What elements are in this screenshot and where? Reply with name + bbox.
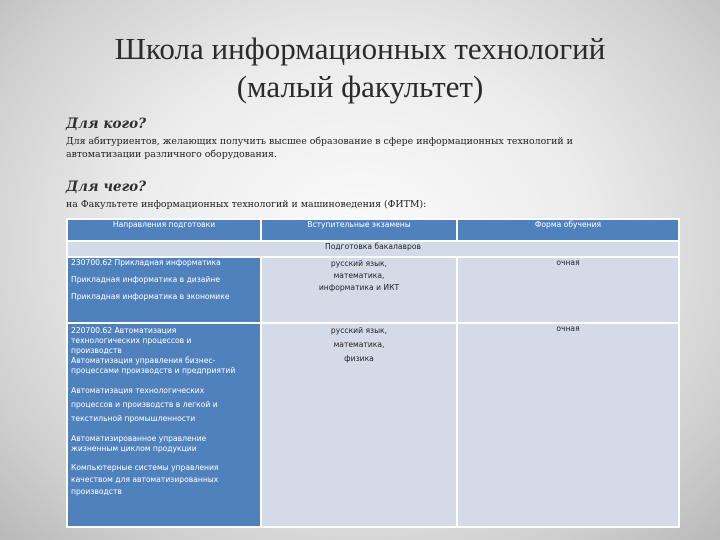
direction-item: Автоматизированное управление [71,434,207,443]
for-whom-text [66,135,666,161]
table-header-row [67,219,679,241]
direction-item: производств [71,487,122,496]
table-row [67,323,679,527]
direction-item: Компьютерные системы управления [71,463,219,472]
direction-code: 220700.62 Автоматизация [71,326,177,335]
exam-item: русский язык, [330,259,388,268]
for-whom-line-1: Для абитуриентов, желающих получить высшее образование в сфере информационных технологий и [66,136,573,147]
table-row [67,257,679,323]
direction-item: жизненным циклом продукции [71,444,197,453]
exam-item: физика [344,354,374,363]
exam-item: математика, [333,340,385,349]
direction-item: Автоматизация технологических [71,386,205,395]
for-what-heading: Для чего? [66,179,147,195]
direction-code: 230700.62 Прикладная информатика [71,258,221,267]
header-exams: Вступительные экзамены [261,219,457,241]
directions-cell [67,257,261,323]
exam-item: математика, [333,271,385,280]
direction-item: качеством для автоматизированных [71,475,219,484]
exam-item: информатика и ИКТ [318,283,400,292]
header-form: Форма обучения [457,219,679,241]
form-cell: очная [457,257,679,323]
direction-item: производств [71,346,122,355]
directions-cell [67,323,261,527]
for-what-text: на Факультете информационных технологий и машиноведения (ФИТМ): [66,199,427,210]
direction-item: процессов и производств в легкой и [71,400,218,409]
programs-table [66,218,680,528]
page-title [0,30,720,106]
form-cell: очная [457,323,679,527]
direction-item: Прикладная информатика в дизайне [71,275,221,284]
table-subheader-row [67,241,679,257]
for-whom-heading: Для кого? [66,116,146,132]
subheader-bachelor: Подготовка бакалавров [67,241,679,257]
direction-item: технологических процессов и [71,336,192,345]
title-line-1: Школа информационных технологий [114,31,606,66]
direction-item: Прикладная информатика в экономике [71,292,230,301]
exams-cell [261,257,457,323]
for-whom-line-2: автоматизации различного оборудования. [66,149,277,160]
exams-cell [261,323,457,527]
direction-item: процессами производств и предприятий [71,366,236,375]
exam-item: русский язык, [330,326,388,335]
title-line-2: (малый факультет) [236,69,484,104]
header-directions: Направления подготовки [67,219,261,241]
direction-item: текстильной промышленности [71,414,196,423]
direction-item: Автоматизация управления бизнес- [71,356,216,365]
